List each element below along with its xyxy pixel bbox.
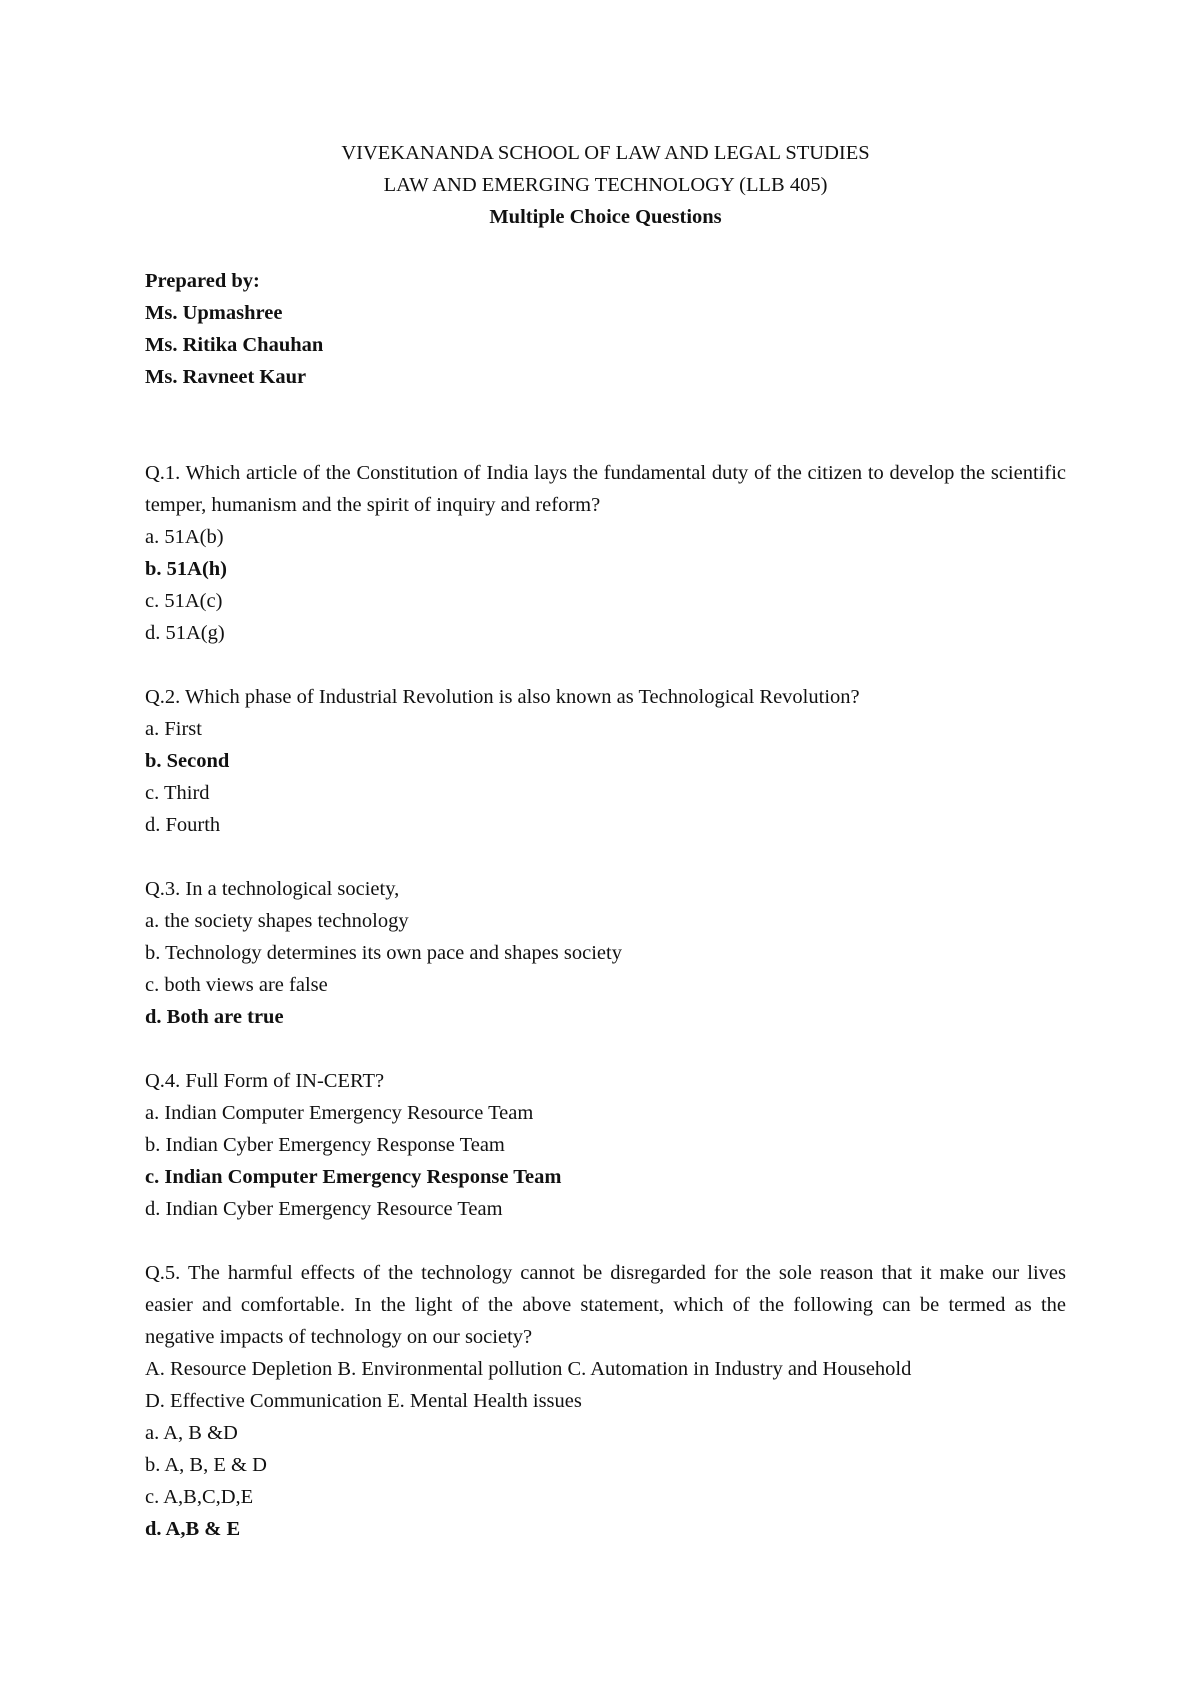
prepared-by-block bbox=[145, 265, 1066, 393]
question-text: Q.4. Full Form of IN-CERT? bbox=[145, 1070, 385, 1092]
answer-option-correct: c. Indian Computer Emergency Response Team bbox=[145, 1166, 562, 1188]
answer-option-correct: b. 51A(h) bbox=[145, 558, 228, 580]
answer-option: a. 51A(b) bbox=[145, 526, 224, 548]
question-text: Q.3. In a technological society, bbox=[145, 878, 400, 900]
document-header bbox=[137, 137, 1074, 233]
answer-option: c. 51A(c) bbox=[145, 590, 223, 612]
author-name: Ms. Ravneet Kaur bbox=[145, 366, 307, 388]
answer-option: d. Indian Cyber Emergency Resource Team bbox=[145, 1198, 503, 1220]
answer-option-correct: d. Both are true bbox=[145, 1006, 284, 1028]
question-list bbox=[145, 457, 1066, 1545]
answer-option-correct: b. Second bbox=[145, 750, 230, 772]
prepared-by-label: Prepared by: bbox=[145, 270, 260, 292]
answer-option: a. A, B &D bbox=[145, 1422, 238, 1444]
question-text: Q.2. Which phase of Industrial Revolution is also known as Technological Revolution? bbox=[145, 686, 860, 708]
course-title: LAW AND EMERGING TECHNOLOGY (LLB 405) bbox=[383, 174, 828, 196]
document-subtitle: Multiple Choice Questions bbox=[489, 206, 722, 228]
answer-option: c. both views are false bbox=[145, 974, 328, 996]
school-name: VIVEKANANDA SCHOOL OF LAW AND LEGAL STUDIES bbox=[341, 142, 870, 164]
answer-option: c. A,B,C,D,E bbox=[145, 1486, 254, 1508]
answer-option: a. Indian Computer Emergency Resource Team bbox=[145, 1102, 534, 1124]
question-text: Q.5. The harmful effects of the technology cannot be disregarded for the sole reason that it make our lives easier and comfortable. In the light of the above statement, which of the following can be termed as the negative impacts of technology on our society? bbox=[145, 1262, 1066, 1348]
question-statement: A. Resource Depletion B. Environmental pollution C. Automation in Industry and Household bbox=[145, 1358, 912, 1380]
answer-option: b. Technology determines its own pace and shapes society bbox=[145, 942, 622, 964]
answer-option: d. Fourth bbox=[145, 814, 221, 836]
question-statement: D. Effective Communication E. Mental Health issues bbox=[145, 1390, 582, 1412]
answer-option: b. A, B, E & D bbox=[145, 1454, 267, 1476]
author-name: Ms. Ritika Chauhan bbox=[145, 334, 324, 356]
question-block bbox=[145, 873, 1066, 1033]
question-text: Q.1. Which article of the Constitution of India lays the fundamental duty of the citizen to develop the scientific temper, humanism and the spirit of inquiry and reform? bbox=[145, 462, 1066, 516]
answer-option-correct: d. A,B & E bbox=[145, 1518, 241, 1540]
answer-option: c. Third bbox=[145, 782, 210, 804]
question-block bbox=[145, 1065, 1066, 1225]
answer-option: d. 51A(g) bbox=[145, 622, 225, 644]
question-block bbox=[145, 681, 1066, 841]
question-block bbox=[145, 1257, 1066, 1545]
answer-option: a. the society shapes technology bbox=[145, 910, 409, 932]
answer-option: b. Indian Cyber Emergency Response Team bbox=[145, 1134, 505, 1156]
author-name: Ms. Upmashree bbox=[145, 302, 283, 324]
answer-option: a. First bbox=[145, 718, 202, 740]
question-block bbox=[145, 457, 1066, 649]
